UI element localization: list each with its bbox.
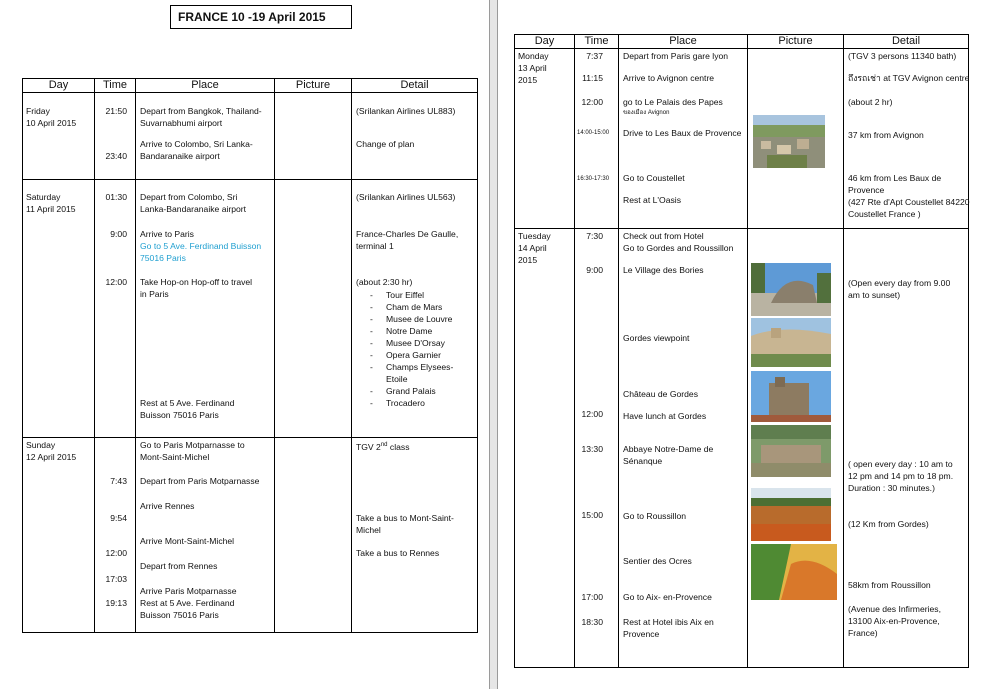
place-text: Arrive to Avignon centre <box>623 73 715 83</box>
detail-text: (about 2 hr) <box>848 97 893 107</box>
header-detail: Detail <box>352 79 478 93</box>
time-value: 11:15 <box>582 73 603 83</box>
detail-text: (12 Km from Gordes) <box>848 519 929 529</box>
header-place: Place <box>136 79 275 93</box>
place-text: Buisson 75016 Paris <box>140 410 219 420</box>
place-text: Château de Gordes <box>623 389 699 399</box>
place-text: Go to Paris Motparnasse to <box>140 440 245 450</box>
place-text: Rest at Hotel ibis Aix en <box>623 617 714 627</box>
list-item: - Musee D'Orsay <box>356 337 453 349</box>
list-item: - Notre Dame <box>356 325 453 337</box>
time-value: 23:40 <box>105 151 127 161</box>
header-day: Day <box>515 35 575 49</box>
day-date: 12 April 2015 <box>26 452 77 462</box>
detail-text: (Srilankan Airlines UL563) <box>356 192 456 202</box>
detail-text: Coustellet France ) <box>848 209 921 219</box>
place-text: Depart from Bangkok, Thailand- <box>140 106 262 116</box>
detail-text: France) <box>848 628 878 638</box>
roussillon-photo <box>751 488 831 541</box>
place-text: Sentier des Ocres <box>623 556 692 566</box>
list-item: - Cham de Mars <box>356 301 453 313</box>
list-item: - Opera Garnier <box>356 349 453 361</box>
place-text: Arrive to Paris <box>140 229 194 239</box>
address-link[interactable]: 75016 Paris <box>140 253 186 263</box>
place-text: Provence <box>623 629 660 639</box>
header-time: Time <box>95 79 136 93</box>
time-value: 12:00 <box>105 277 127 287</box>
day-label: Saturday <box>26 192 61 202</box>
detail-text: am to sunset) <box>848 290 901 300</box>
detail-text: (TGV 3 persons 11340 bath) <box>848 51 957 61</box>
day-label: Friday <box>26 106 50 116</box>
day-label: Tuesday <box>518 231 551 241</box>
day-date: 13 April <box>518 63 547 73</box>
detail-text: 12 pm and 14 pm to 18 pm. <box>848 471 954 481</box>
place-text: ของเมือง Avignon <box>623 110 670 116</box>
place-text: Rest at 5 Ave. Ferdinand <box>140 598 235 608</box>
time-value: 15:00 <box>581 510 603 520</box>
detail-text: TGV 2nd class <box>356 441 410 452</box>
village-des-bories-photo <box>751 263 831 316</box>
time-value: 12:00 <box>105 548 127 558</box>
time-value: 17:00 <box>581 592 603 602</box>
place-text: Arrive Paris Motparnasse <box>140 586 237 596</box>
place-text: Le Village des Bories <box>623 265 704 275</box>
place-text: in Paris <box>140 289 169 299</box>
time-value: 9:54 <box>110 513 127 523</box>
day-label: Monday <box>518 51 549 61</box>
table-row <box>515 229 969 668</box>
day-date: 2015 <box>518 75 538 85</box>
place-text: Have lunch at Gordes <box>623 411 707 421</box>
place-text: Suvarnabhumi airport <box>140 118 223 128</box>
header-place: Place <box>619 35 748 49</box>
time-value: 9:00 <box>110 229 127 239</box>
table-row <box>515 49 969 229</box>
place-text: go to Le Palais des Papes <box>623 97 723 107</box>
itinerary-table-left <box>22 78 478 633</box>
page-separator <box>489 0 498 689</box>
detail-text: ( open every day : 10 am to <box>848 459 953 469</box>
table-row <box>23 438 478 633</box>
header-day: Day <box>23 79 95 93</box>
detail-text: (about 2:30 hr) <box>356 277 413 287</box>
place-text: Go to Gordes and Roussillon <box>623 243 734 253</box>
time-value: 21:50 <box>105 106 127 116</box>
day-date: 2015 <box>518 255 538 265</box>
sentier-des-ocres-photo <box>751 544 837 600</box>
time-value: 19:13 <box>105 598 127 608</box>
place-text: Rest at L'Oasis <box>623 195 681 205</box>
header-detail: Detail <box>844 35 969 49</box>
place-text: Take Hop-on Hop-off to travel <box>140 277 253 287</box>
list-item: - Grand Palais <box>356 385 453 397</box>
place-text: Go to Roussillon <box>623 511 687 521</box>
time-value: 14:00-15:00 <box>577 130 610 136</box>
detail-text: ถึงรถเช่า at TGV Avignon centre <box>848 73 970 83</box>
time-value: 7:43 <box>110 476 127 486</box>
day-date: 11 April 2015 <box>26 204 76 214</box>
detail-text: 58km from Roussillon <box>848 580 931 590</box>
header-picture: Picture <box>748 35 844 49</box>
place-text: Sénanque <box>623 456 663 466</box>
detail-text: (Avenue des Infirmeries, <box>848 604 941 614</box>
place-text: Arrive Rennes <box>140 501 195 511</box>
time-value: 7:37 <box>586 51 603 61</box>
time-value: 9:00 <box>586 265 603 275</box>
place-text: Arrive to Colombo, Sri Lanka- <box>140 139 253 149</box>
day-label: Sunday <box>26 440 56 450</box>
detail-text: 13100 Aix-en-Provence, <box>848 616 940 626</box>
place-text: Depart from Paris gare lyon <box>623 51 729 61</box>
time-value: 16:30-17:30 <box>577 176 610 182</box>
place-text: Depart from Colombo, Sri <box>140 192 238 202</box>
chateau-de-gordes-photo <box>751 371 831 422</box>
place-text: Abbaye Notre-Dame de <box>623 444 714 454</box>
place-text: Depart from Rennes <box>140 561 218 571</box>
place-text: Gordes viewpoint <box>623 333 690 343</box>
detail-text: Take a bus to Rennes <box>356 548 440 558</box>
place-text: Arrive Mont-Saint-Michel <box>140 536 235 546</box>
detail-text: Michel <box>356 525 381 535</box>
table-row <box>23 93 478 180</box>
list-item: - Champs Elysees- <box>356 361 453 373</box>
table-row <box>23 180 478 438</box>
abbaye-senanque-photo <box>751 425 831 477</box>
list-item: Etoile <box>386 374 408 384</box>
gordes-viewpoint-photo <box>751 318 831 367</box>
day-date: 10 April 2015 <box>26 118 77 128</box>
time-value: 12:00 <box>581 97 603 107</box>
list-item: - Musee de Louvre <box>356 313 453 325</box>
place-text: Go to Aix- en-Provence <box>623 592 712 602</box>
time-value: 13:30 <box>581 444 603 454</box>
detail-text: (Srilankan Airlines UL883) <box>356 106 456 116</box>
place-text: Drive to Les Baux de Provence <box>623 128 742 138</box>
header-time: Time <box>575 35 619 49</box>
detail-text: 46 km from Les Baux de <box>848 173 942 183</box>
list-item: - Trocadero <box>356 397 453 409</box>
les-baux-photo <box>753 115 825 168</box>
document-title: FRANCE 10 -19 April 2015 <box>170 5 352 29</box>
detail-text: (427 Rte d'Apt Coustellet 84220 <box>848 197 970 207</box>
left-page <box>0 0 489 689</box>
place-text: Check out from Hotel <box>623 231 704 241</box>
place-text: Bandaranaike airport <box>140 151 220 161</box>
detail-text: 37 km from Avignon <box>848 130 924 140</box>
detail-text: France-Charles De Gaulle, <box>356 229 459 239</box>
time-value: 01:30 <box>105 192 127 202</box>
itinerary-table-right <box>514 34 969 668</box>
detail-text: Take a bus to Mont-Saint- <box>356 513 454 523</box>
detail-text: Change of plan <box>356 139 415 149</box>
detail-text: Duration : 30 minutes.) <box>848 483 935 493</box>
detail-text: Provence <box>848 185 885 195</box>
time-value: 17:03 <box>105 574 127 584</box>
day-date: 14 April <box>518 243 547 253</box>
time-value: 18:30 <box>581 617 603 627</box>
place-text: Lanka-Bandaranaike airport <box>140 204 247 214</box>
place-text: Rest at 5 Ave. Ferdinand <box>140 398 235 408</box>
time-value: 7:30 <box>586 231 603 241</box>
address-link[interactable]: Go to 5 Ave. Ferdinand Buisson <box>140 241 262 251</box>
place-text: Go to Coustellet <box>623 173 685 183</box>
place-text: Buisson 75016 Paris <box>140 610 219 620</box>
place-text: Mont-Saint-Michel <box>140 452 210 462</box>
header-picture: Picture <box>275 79 352 93</box>
detail-text: (Open every day from 9.00 <box>848 278 951 288</box>
time-value: 12:00 <box>581 409 603 419</box>
sightseeing-list <box>356 289 453 409</box>
place-text: Depart from Paris Motparnasse <box>140 476 260 486</box>
list-item: - Tour Eiffel <box>356 289 453 301</box>
detail-text: terminal 1 <box>356 241 394 251</box>
right-page <box>498 0 991 689</box>
